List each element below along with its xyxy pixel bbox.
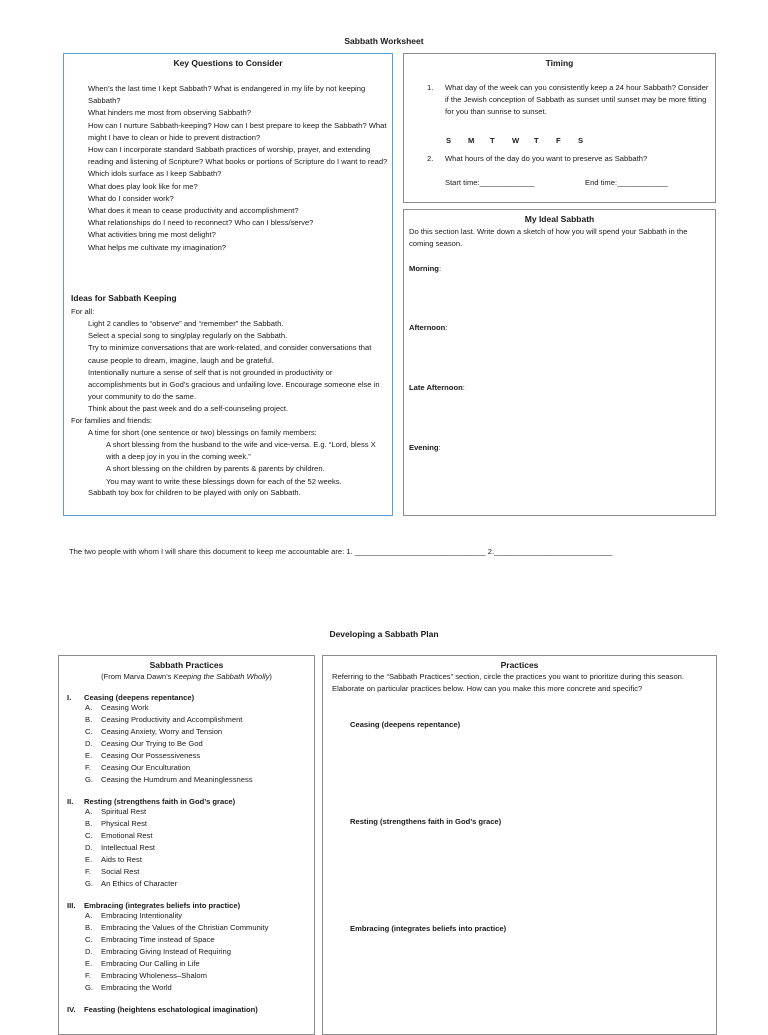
ideal-sabbath-box bbox=[403, 209, 716, 516]
question-item: How can I incorporate standard Sabbath practices of worship, prayer, and extending reading and listening of Scripture? What books or portions of Scripture do I want to read? bbox=[88, 145, 388, 167]
key-questions-title: Key Questions to Consider bbox=[173, 58, 283, 68]
question-item: What activities bring me most delight? bbox=[88, 230, 216, 240]
practice-item-text: Embracing Our Calling in Life bbox=[101, 959, 200, 969]
practice-item bbox=[67, 762, 314, 774]
day-option[interactable]: F bbox=[556, 136, 561, 145]
practice-item-letter: G. bbox=[85, 983, 94, 993]
practice-item-letter: A. bbox=[85, 807, 93, 817]
question-item: When’s the last time I kept Sabbath? What is endangered in my life by not keeping Sabbath? bbox=[88, 84, 366, 106]
practice-item bbox=[67, 910, 314, 922]
end-time-field[interactable]: End time:____________ bbox=[585, 178, 668, 187]
question-item: What hinders me most from observing Sabbath? bbox=[88, 108, 251, 118]
practice-section bbox=[67, 901, 314, 994]
plan-resting-heading: Resting (strengthens faith in God’s grace) bbox=[350, 817, 502, 826]
late-afternoon-label: Late Afternoon: bbox=[409, 383, 465, 392]
sabbath-practices-box bbox=[58, 655, 315, 1035]
accountability-line[interactable]: The two people with whom I will share this document to keep me accountable are: 1. _______________________________ 2.____________________________ bbox=[69, 547, 613, 556]
practice-item-letter: D. bbox=[85, 843, 93, 853]
idea-item: Try to minimize conversations that are work-related, and consider conversations that cause people to dream, imagine, laugh and be grateful. bbox=[88, 343, 372, 365]
practice-item-text: Spiritual Rest bbox=[101, 807, 147, 817]
plan-title: Developing a Sabbath Plan bbox=[329, 629, 439, 639]
practice-item-text: Emotional Rest bbox=[101, 831, 153, 841]
practices-sections bbox=[59, 693, 314, 1014]
question-item: What does it mean to cease productivity and accomplishment? bbox=[88, 206, 299, 216]
practices-list-title: Sabbath Practices bbox=[149, 660, 224, 670]
practice-item bbox=[67, 774, 314, 786]
practice-section-heading bbox=[67, 797, 314, 806]
start-time-field[interactable]: Start time:_____________ bbox=[445, 178, 535, 187]
question-item: What does play look like for me? bbox=[88, 181, 198, 191]
day-option[interactable]: S bbox=[578, 136, 584, 145]
ideas-title: Ideas for Sabbath Keeping bbox=[71, 293, 177, 303]
practice-item-text: Embracing Time instead of Space bbox=[101, 935, 215, 945]
practice-item-letter: B. bbox=[85, 923, 93, 933]
idea-item: Intentionally nurture a sense of self that is not grounded in productivity or accomplishments but in God’s gracious and unfailing love. Encourage someone else in your community to do the same. bbox=[88, 367, 380, 402]
days-of-week bbox=[446, 130, 600, 148]
family-blessing-item: A short blessing on the children by parents & parents by children. bbox=[106, 464, 325, 474]
practices-source: (From Marva Dawn’s Keeping the Sabbath Wholly) bbox=[101, 672, 272, 681]
section-title: Resting (strengthens faith in God’s grace) bbox=[84, 797, 236, 807]
practice-item bbox=[67, 830, 314, 842]
practice-item-text: Ceasing Productivity and Accomplishment bbox=[101, 715, 243, 725]
section-title: Embracing (integrates beliefs into practice) bbox=[84, 901, 241, 911]
family-blessing-item: A short blessing from the husband to the wife and vice-versa. E.g. “Lord, bless X with a deep joy in you in the coming week.” bbox=[106, 440, 376, 462]
practice-item bbox=[67, 970, 314, 982]
practice-item bbox=[67, 878, 314, 890]
family-sub-list bbox=[106, 439, 391, 488]
practice-item-letter: G. bbox=[85, 879, 94, 889]
idea-item: Light 2 candles to “observe” and “remember” the Sabbath. bbox=[88, 319, 284, 328]
practice-item bbox=[67, 714, 314, 726]
family-intro: A time for short (one sentence or two) blessings on family members: bbox=[88, 428, 317, 437]
practice-item-text: Ceasing the Humdrum and Meaninglessness bbox=[101, 775, 253, 785]
day-option[interactable]: S bbox=[446, 136, 452, 145]
practice-item-text: Ceasing Our Possessiveness bbox=[101, 751, 201, 761]
practice-section-heading bbox=[67, 1005, 314, 1014]
practice-item-text: Embracing Intentionality bbox=[101, 911, 183, 921]
practice-item-letter: F. bbox=[85, 763, 91, 773]
ideal-title: My Ideal Sabbath bbox=[524, 214, 595, 224]
practice-item-text: Ceasing Anxiety, Worry and Tension bbox=[101, 727, 223, 737]
plan-ceasing-heading: Ceasing (deepens repentance) bbox=[350, 720, 461, 729]
practice-item-letter: F. bbox=[85, 867, 91, 877]
practice-item-letter: D. bbox=[85, 947, 93, 957]
day-option[interactable]: M bbox=[468, 136, 475, 145]
practice-item bbox=[67, 866, 314, 878]
practice-item-text: Intellectual Rest bbox=[101, 843, 156, 853]
practice-item-letter: E. bbox=[85, 751, 93, 761]
timing-title: Timing bbox=[545, 58, 574, 68]
all-ideas-list bbox=[88, 318, 390, 416]
practice-item-letter: F. bbox=[85, 971, 91, 981]
key-questions-box bbox=[63, 53, 393, 516]
practice-item-letter: A. bbox=[85, 911, 93, 921]
practice-item-letter: C. bbox=[85, 831, 93, 841]
q2-number: 2. bbox=[427, 154, 434, 163]
section-title: Ceasing (deepens repentance) bbox=[84, 693, 195, 703]
morning-label: Morning: bbox=[409, 264, 442, 273]
day-option[interactable]: W bbox=[512, 136, 520, 145]
practice-item bbox=[67, 738, 314, 750]
section-number: II. bbox=[67, 797, 74, 807]
practice-item bbox=[67, 982, 314, 994]
practice-item-text: An Ethics of Character bbox=[101, 879, 177, 889]
practices-plan-title: Practices bbox=[500, 660, 539, 670]
section-number: IV. bbox=[67, 1005, 76, 1015]
practice-item bbox=[67, 842, 314, 854]
afternoon-label: Afternoon: bbox=[409, 323, 448, 332]
evening-label: Evening: bbox=[409, 443, 441, 452]
questions-list bbox=[88, 83, 388, 254]
practice-section-heading bbox=[67, 901, 314, 910]
ideal-instructions: Do this section last. Write down a sketch of how you will spend your Sabbath in the coming season. bbox=[409, 227, 688, 249]
plan-embracing-heading: Embracing (integrates beliefs into practice) bbox=[350, 924, 507, 933]
practice-item-letter: G. bbox=[85, 775, 94, 785]
practice-item-text: Embracing Giving Instead of Requiring bbox=[101, 947, 232, 957]
practice-item-text: Embracing the World bbox=[101, 983, 172, 993]
for-all-label: For all: bbox=[71, 307, 95, 316]
practice-item bbox=[67, 922, 314, 934]
practice-item-text: Ceasing Work bbox=[101, 703, 149, 713]
for-families-label: For families and friends: bbox=[71, 416, 153, 425]
practice-item-letter: A. bbox=[85, 703, 93, 713]
day-option[interactable]: T bbox=[534, 136, 539, 145]
q2-text: What hours of the day do you want to preserve as Sabbath? bbox=[445, 154, 648, 163]
practice-section bbox=[67, 1005, 314, 1014]
practice-item-text: Embracing Wholeness–Shalom bbox=[101, 971, 207, 981]
practice-item bbox=[67, 946, 314, 958]
practice-section-heading bbox=[67, 693, 314, 702]
idea-item: Think about the past week and do a self-counseling project. bbox=[88, 404, 289, 414]
practice-item-text: Ceasing Our Enculturation bbox=[101, 763, 191, 773]
practice-item-text: Embracing the Values of the Christian Community bbox=[101, 923, 269, 933]
q1-text: What day of the week can you consistently keep a 24 hour Sabbath? Consider if the Jewish conception of Sabbath as sunset until sunset may be more fitting for you than sunrise to sunset. bbox=[445, 83, 709, 117]
question-item: What helps me cultivate my imagination? bbox=[88, 242, 227, 252]
q1-number: 1. bbox=[427, 83, 434, 92]
practice-item-text: Social Rest bbox=[101, 867, 140, 877]
toy-box-text: Sabbath toy box for children to be played with only on Sabbath. bbox=[88, 488, 301, 497]
idea-item: Select a special song to sing/play regularly on the Sabbath. bbox=[88, 331, 288, 341]
practice-item-letter: C. bbox=[85, 935, 93, 945]
practice-item bbox=[67, 726, 314, 738]
question-item: Which idols surface as I keep Sabbath? bbox=[88, 169, 222, 179]
section-number: III. bbox=[67, 901, 76, 911]
practices-plan-box bbox=[322, 655, 717, 1035]
page-title: Sabbath Worksheet bbox=[344, 36, 424, 46]
practice-item bbox=[67, 702, 314, 714]
question-item: What relationships do I need to reconnect? Who can I bless/serve? bbox=[88, 218, 314, 228]
practice-item bbox=[67, 750, 314, 762]
practice-item bbox=[67, 934, 314, 946]
family-blessing-item: You may want to write these blessings down for each of the 52 weeks. bbox=[106, 476, 342, 486]
practice-section bbox=[67, 797, 314, 890]
day-option[interactable]: T bbox=[490, 136, 495, 145]
practice-item-letter: E. bbox=[85, 959, 93, 969]
section-title: Feasting (heightens eschatological imagination) bbox=[84, 1005, 258, 1015]
question-item: How can I nurture Sabbath-keeping? How can I best prepare to keep the Sabbath? What might I have to clean or hide to prevent distraction? bbox=[88, 120, 387, 142]
practice-item bbox=[67, 958, 314, 970]
practice-item-letter: D. bbox=[85, 739, 93, 749]
practice-item bbox=[67, 854, 314, 866]
practice-section bbox=[67, 693, 314, 786]
timing-box bbox=[403, 53, 716, 203]
practice-item-letter: B. bbox=[85, 819, 93, 829]
practice-item-text: Ceasing Our Trying to Be God bbox=[101, 739, 203, 749]
practice-item-text: Physical Rest bbox=[101, 819, 148, 829]
practice-item-text: Aids to Rest bbox=[101, 855, 142, 865]
practice-item-letter: C. bbox=[85, 727, 93, 737]
section-number: I. bbox=[67, 693, 72, 703]
practice-item bbox=[67, 818, 314, 830]
practice-item-letter: E. bbox=[85, 855, 93, 865]
question-item: What do I consider work? bbox=[88, 193, 174, 203]
practice-item-letter: B. bbox=[85, 715, 93, 725]
practice-item bbox=[67, 806, 314, 818]
practices-plan-intro: Referring to the “Sabbath Practices” section, circle the practices you want to prioritize during this season. Elaborate on particular practices below. How can you make this more concrete and specific? bbox=[332, 672, 685, 694]
